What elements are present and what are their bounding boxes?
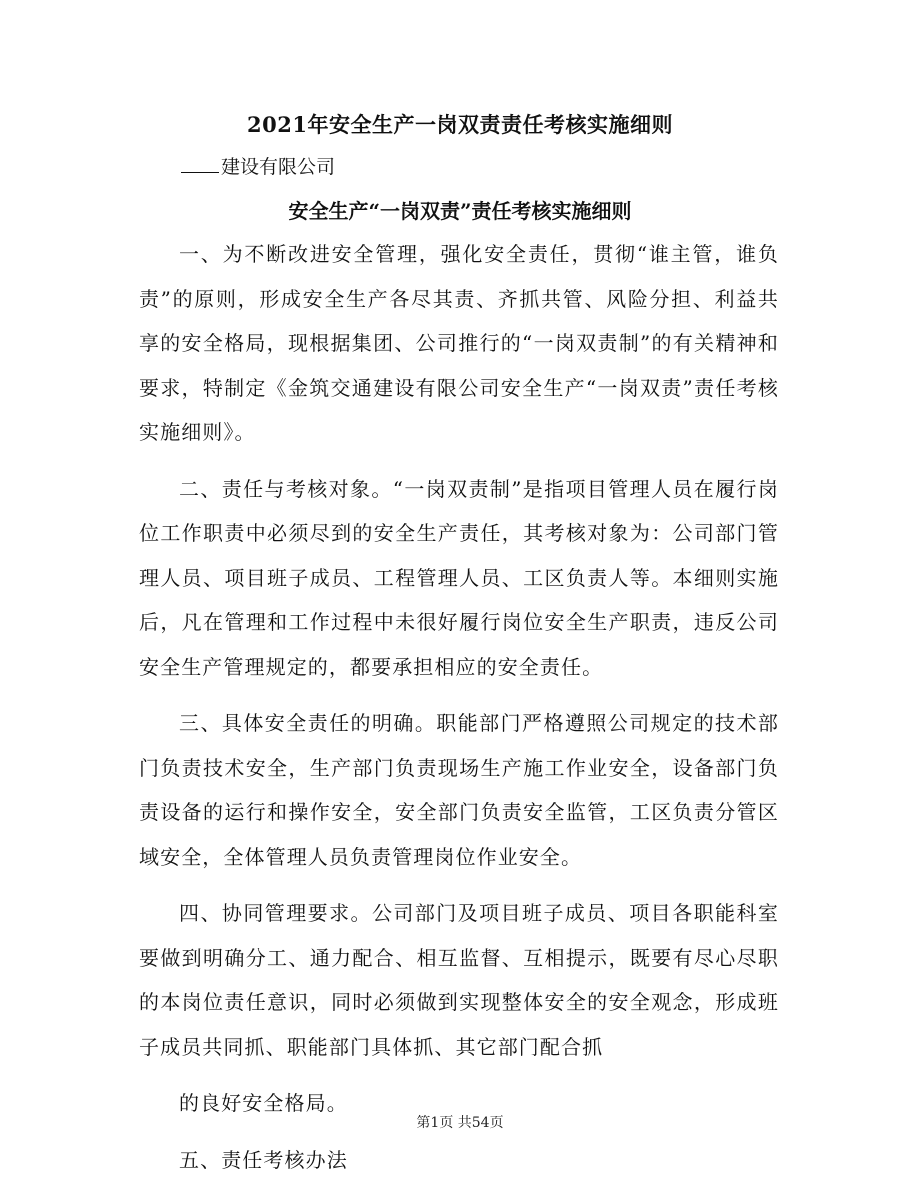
- paragraph-2: 二、责任与考核对象。“一岗双责制”是指项目管理人员在履行岗位工作职责中必须尽到的安全生产责任，其考核对象为：公司部门管理人员、项目班子成员、工程管理人员、工区负责人等。本细则实施后，凡在管理和工作过程中未很好履行岗位安全生产职责，违反公司安全生产管理规定的，都要承担相应的安全责任。: [139, 476, 779, 679]
- paragraph-3: 三、具体安全责任的明确。职能部门严格遵照公司规定的技术部门负责技术安全，生产部门负责现场生产施工作业安全，设备部门负责设备的运行和操作安全，安全部门负责安全监管，工区负责分管区域安全，全体管理人员负责管理岗位作业安全。: [139, 711, 779, 869]
- company-name-blank: [181, 154, 219, 173]
- company-name: 建设有限公司: [221, 156, 336, 178]
- document-body: [139, 232, 779, 1182]
- company-line: [181, 152, 335, 182]
- paragraph-6: 五、责任考核办法: [179, 1147, 348, 1172]
- paragraph-4: 四、协同管理要求。公司部门及项目班子成员、项目各职能科室要做到明确分工、通力配合、相互监督、互相提示，既要有尽心尽职的本岗位责任意识，同时必须做到实现整体安全的安全观念，形成班子成员共同抓、职能部门具体抓、其它部门配合抓: [139, 901, 779, 1059]
- paragraph-5: 的良好安全格局。: [179, 1091, 348, 1115]
- page-footer: 第1页 共54页: [416, 1115, 504, 1131]
- paragraph-1: 一、为不断改进安全管理，强化安全责任，贯彻“谁主管，谁负责”的原则，形成安全生产各尽其责、齐抓共管、风险分担、利益共享的安全格局，现根据集团、公司推行的“一岗双责制”的有关精神和要求，特制定《金筑交通建设有限公司安全生产“一岗双责”责任考核实施细则》。: [139, 242, 779, 444]
- section-title: 安全生产“一岗双责”责任考核实施细则: [288, 199, 632, 223]
- document-title: 2021年安全生产一岗双责责任考核实施细则: [247, 112, 673, 137]
